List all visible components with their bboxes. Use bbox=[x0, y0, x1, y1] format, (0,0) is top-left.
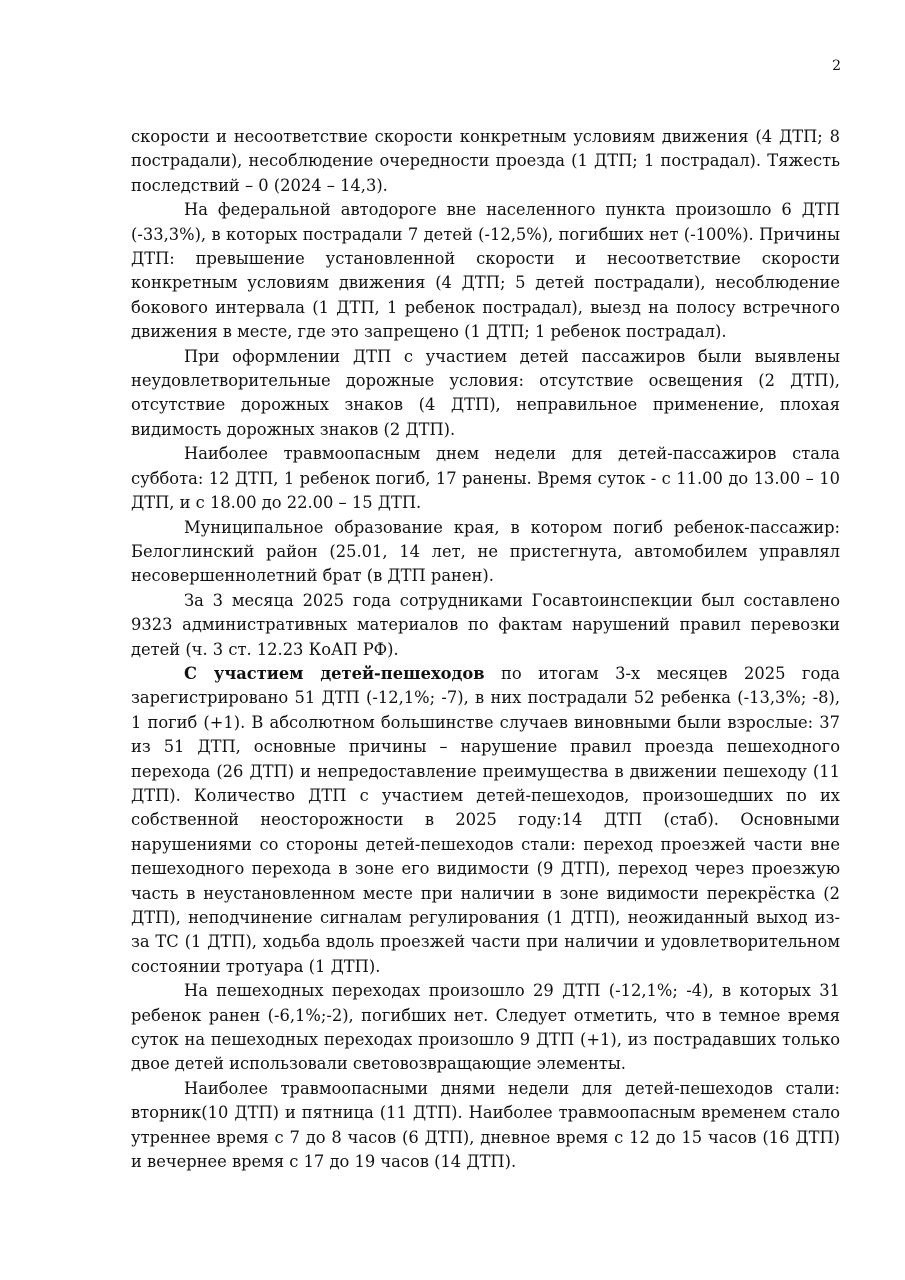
document-body bbox=[131, 125, 840, 1174]
paragraph-municipality: Муниципальное образование края, в котором погиб ребенок-пассажир: Белоглинский район (25.01, 14 лет, не пристегнута, автомобилем управлял несовершеннолетний брат (в ДТП ранен). bbox=[131, 517, 840, 586]
paragraph-speed-continuation: скорости и несоответствие скорости конкретным условиям движения (4 ДТП; 8 пострадали), несоблюдение очередности проезда (1 ДТП; 1 пострадал). Тяжесть последствий – 0 (2024 – 14,3). bbox=[131, 127, 840, 195]
paragraph-lead-bold: С участием детей-пешеходов bbox=[184, 663, 485, 683]
paragraph-dangerous-day-passengers: Наиболее травмоопасным днем недели для детей-пассажиров стала суббота: 12 ДТП, 1 ребенок погиб, 17 ранены. Время суток - с 11.00 до 13.00 – 10 ДТП, и с 18.00 до 22.00 – 15 ДТП. bbox=[131, 444, 840, 513]
paragraph-road-conditions: При оформлении ДТП с участием детей пассажиров были выявлены неудовлетворительные дорожные условия: отсутствие освещения (2 ДТП), отсутствие дорожных знаков (4 ДТП), неправильное применение, плохая видимость дорожных знаков (2 ДТП). bbox=[131, 346, 840, 439]
paragraph-administrative-materials: За 3 месяца 2025 года сотрудниками Госавтоинспекции был составлено 9323 административных материалов по фактам нарушений правил перевозки детей (ч. 3 ст. 12.23 КоАП РФ). bbox=[131, 590, 840, 659]
page-number: 2 bbox=[832, 58, 841, 74]
paragraph-federal-highway: На федеральной автодороге вне населенного пункта произошло 6 ДТП (-33,3%), в которых пострадали 7 детей (-12,5%), погибших нет (-100%). Причины ДТП: превышение установленной скорости и несоответствие скорости конкретным условиям движения (4 ДТП; 5 детей пострадали), несоблюдение бокового интервала (1 ДТП, 1 ребенок пострадал), выезд на полосу встречного движения в месте, где это запрещено (1 ДТП; 1 ребенок пострадал). bbox=[131, 200, 840, 342]
paragraph-child-pedestrians bbox=[131, 662, 840, 979]
paragraph-lead-rest: по итогам 3-х месяцев 2025 года зарегистрировано 51 ДТП (-12,1%; -7), в них пострадали 52 ребенка (-13,3%; -8), 1 погиб (+1). В абсолютном большинстве случаев виновными были взрослые: 37 из 51 ДТП, основные причины – нарушение правил проезда пешеходного перехода (26 ДТП) и непредоставление преимущества в движении пешеходу (11 ДТП). Количество ДТП с участием детей-пешеходов, произошедших по их собственной неосторожности в 2025 году:14 ДТП (стаб). Основными нарушениями со стороны детей-пешеходов стали: переход проезжей части вне пешеходного перехода в зоне его видимости (9 ДТП), переход через проезжую часть в неустановленном месте при наличии в зоне видимости перекрёстка (2 ДТП), неподчинение сигналам регулирования (1 ДТП), неожиданный выход из-за ТС (1 ДТП), ходьба вдоль проезжей части при наличии и удовлетворительном состоянии тротуара (1 ДТП). bbox=[131, 663, 840, 976]
paragraph-pedestrian-crossings: На пешеходных переходах произошло 29 ДТП (-12,1%; -4), в которых 31 ребенок ранен (-6,1%;-2), погибших нет. Следует отметить, что в темное время суток на пешеходных переходах произошло 9 ДТП (+1), из пострадавших только двое детей использовали световозвращающие элементы. bbox=[131, 981, 840, 1074]
paragraph-dangerous-days-pedestrians: Наиболее травмоопасными днями недели для детей-пешеходов стали: вторник(10 ДТП) и пятница (11 ДТП). Наиболее травмоопасным временем стало утреннее время с 7 до 8 часов (6 ДТП), дневное время с 12 до 15 часов (16 ДТП) и вечернее время с 17 до 19 часов (14 ДТП). bbox=[131, 1078, 840, 1172]
